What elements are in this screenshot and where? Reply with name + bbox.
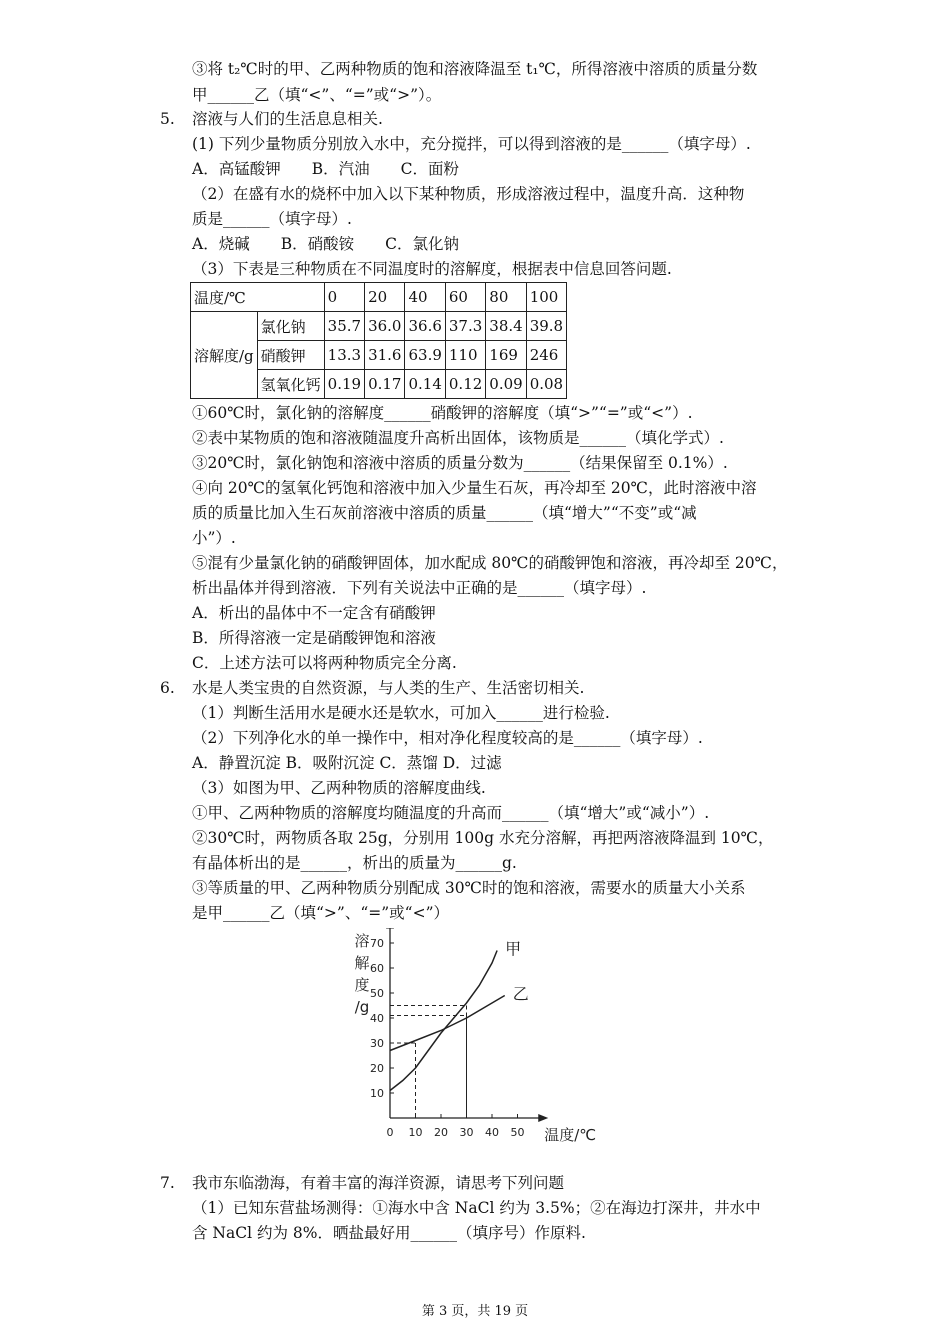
y-axis-label: /g [354,998,370,1016]
table-row-header: 溶解度/g [191,312,258,399]
text-line: ⑤混有少量氯化钠的硝酸钾固体，加水配成 80℃的硝酸钾饱和溶液，再冷却至 20℃， [192,554,788,572]
table-cell: 0.09 [486,370,526,399]
series-label: 甲 [505,939,522,959]
table-cell: 63.9 [405,341,445,370]
x-tick-label: 10 [408,1126,423,1139]
y-axis-arrow [386,928,394,929]
x-tick-label: 40 [485,1126,499,1139]
text-line: （1）已知东营盐场测得：①海水中含 NaCl 约为 3.5%；②在海边打深井，井水中 [192,1199,761,1217]
y-axis-label: 解 [354,954,370,972]
table-cell: 0.08 [526,370,566,399]
text-line: 质是______（填字母）. [192,210,352,228]
text-line: ③等质量的甲、乙两种物质分别配成 30℃时的饱和溶液，需要水的质量大小关系 [192,879,746,897]
table-header-cell: 60 [445,283,485,312]
text-line: 有晶体析出的是______，析出的质量为______g. [192,854,517,872]
text-line: （3）下表是三种物质在不同温度时的溶解度，根据表中信息回答问题. [192,260,672,278]
table-cell: 110 [445,341,485,370]
text-line: ②表中某物质的饱和溶液随温度升高析出固体，该物质是______（填化学式）. [192,429,724,447]
text-line: ④向 20℃的氢氧化钙饱和溶液中加入少量生石灰，再冷却至 20℃，此时溶液中溶 [192,479,757,497]
question-number: 5. [160,110,175,128]
question-title: 我市东临渤海，有着丰富的海洋资源，请思考下列问题 [192,1174,565,1192]
text-line: （2）下列净化水的单一操作中，相对净化程度较高的是______（填字母）. [192,729,703,747]
text-line: （2）在盛有水的烧杯中加入以下某种物质，形成溶液过程中，温度升高．这种物 [192,185,745,203]
solubility-table [190,282,567,399]
y-axis-label: 溶 [354,932,370,950]
question-title: 水是人类宝贵的自然资源，与人类的生产、生活密切相关. [192,679,585,697]
question-number: 6. [160,679,175,697]
chart-guides [390,1006,467,1119]
series-label: 乙 [512,984,529,1004]
option-a: A．析出的晶体中不一定含有硝酸钾 [192,604,436,622]
table-cell: 0.17 [365,370,405,399]
table-row [191,312,567,341]
chart-series [390,951,505,1091]
question-title: 溶液与人们的生活息息相关. [192,110,383,128]
y-tick-label: 70 [370,937,384,950]
table-cell: 31.6 [365,341,405,370]
table-row [191,283,567,312]
y-tick-label: 60 [370,962,384,975]
table-cell: 13.3 [324,341,364,370]
table-cell: 氢氧化钙 [257,370,324,399]
x-tick-label: 0 [386,1126,394,1139]
text-line: （3）如图为甲、乙两种物质的溶解度曲线. [192,779,486,797]
table-header-cell: 20 [365,283,405,312]
y-tick-label: 40 [370,1012,384,1025]
text-line: ①甲、乙两种物质的溶解度均随温度的升高而______（填“增大”或“减小”）. [192,804,710,822]
table-cell: 0.14 [405,370,445,399]
table-cell: 246 [526,341,566,370]
page-footer: 第 3 页，共 19 页 [421,1304,529,1319]
table-cell: 0.12 [445,370,485,399]
text-line: 含 NaCl 约为 8%．晒盐最好用______（填序号）作原料. [192,1224,586,1242]
table-cell: 氯化钠 [257,312,324,341]
text-line: （1）判断生活用水是硬水还是软水，可加入______进行检验. [192,704,610,722]
chart-axes [386,928,548,1122]
text-line: ③将 t₂℃时的甲、乙两种物质的饱和溶液降温至 t₁℃，所得溶液中溶质的质量分数 [192,60,758,78]
table-cell: 硝酸钾 [257,341,324,370]
text-line: ②30℃时，两物质各取 25g，分别用 100g 水充分溶解，再把两溶液降温到 10℃， [192,829,774,847]
y-tick-label: 20 [370,1062,384,1075]
text-line: 甲______乙（填“<”、“=”或“>”）。 [192,86,442,104]
y-axis-label: 度 [354,976,370,994]
x-axis-arrow [538,1114,548,1122]
y-tick-label: 50 [370,987,384,1000]
x-tick-label: 30 [459,1126,474,1139]
table-header-cell: 100 [526,283,566,312]
series-line-yi [390,996,505,1051]
option-b: B．所得溶液一定是硝酸钾饱和溶液 [192,629,436,647]
options-line: A．高锰酸钾 B．汽油 C．面粉 [192,160,459,178]
option-c: C．上述方法可以将两种物质完全分离. [192,654,457,672]
x-tick-label: 50 [510,1126,525,1139]
solubility-curve-chart [340,928,620,1148]
x-axis-label: 温度/℃ [544,1126,597,1144]
text-line: (1) 下列少量物质分别放入水中，充分搅拌，可以得到溶液的是______（填字母）. [192,135,751,153]
text-line: 小”）. [192,529,236,547]
table-cell: 37.3 [445,312,485,341]
text-line: 析出晶体并得到溶液．下列有关说法中正确的是______（填字母）. [192,579,647,597]
y-tick-label: 30 [370,1037,384,1050]
text-line: ③20℃时，氯化钠饱和溶液中溶质的质量分数为______（结果保留至 0.1%）. [192,454,728,472]
chart-labels [354,932,596,1144]
table-cell: 39.8 [526,312,566,341]
table-cell: 36.6 [405,312,445,341]
text-line: 是甲______乙（填“>”、“=”或“<”） [192,904,450,922]
y-tick-label: 10 [370,1087,384,1100]
table-cell: 38.4 [486,312,526,341]
table-header-cell: 0 [324,283,364,312]
table-header-cell: 80 [486,283,526,312]
table-cell: 0.19 [324,370,364,399]
text-line: ①60℃时，氯化钠的溶解度______硝酸钾的溶解度（填“>”“=”或“<”）. [192,404,693,422]
table-header-cell: 40 [405,283,445,312]
table-cell: 169 [486,341,526,370]
question-number: 7. [160,1174,175,1192]
options-line: A．静置沉淀 B．吸附沉淀 C．蒸馏 D．过滤 [192,754,502,772]
text-line: 质的质量比加入生石灰前溶液中溶质的质量______（填“增大”“不变”或“减 [192,504,697,522]
x-tick-label: 20 [434,1126,448,1139]
table-cell: 36.0 [365,312,405,341]
table-header-cell: 温度/℃ [191,283,325,312]
options-line: A．烧碱 B．硝酸铵 C．氯化钠 [192,235,459,253]
series-line-jia [390,951,497,1091]
table-cell: 35.7 [324,312,364,341]
